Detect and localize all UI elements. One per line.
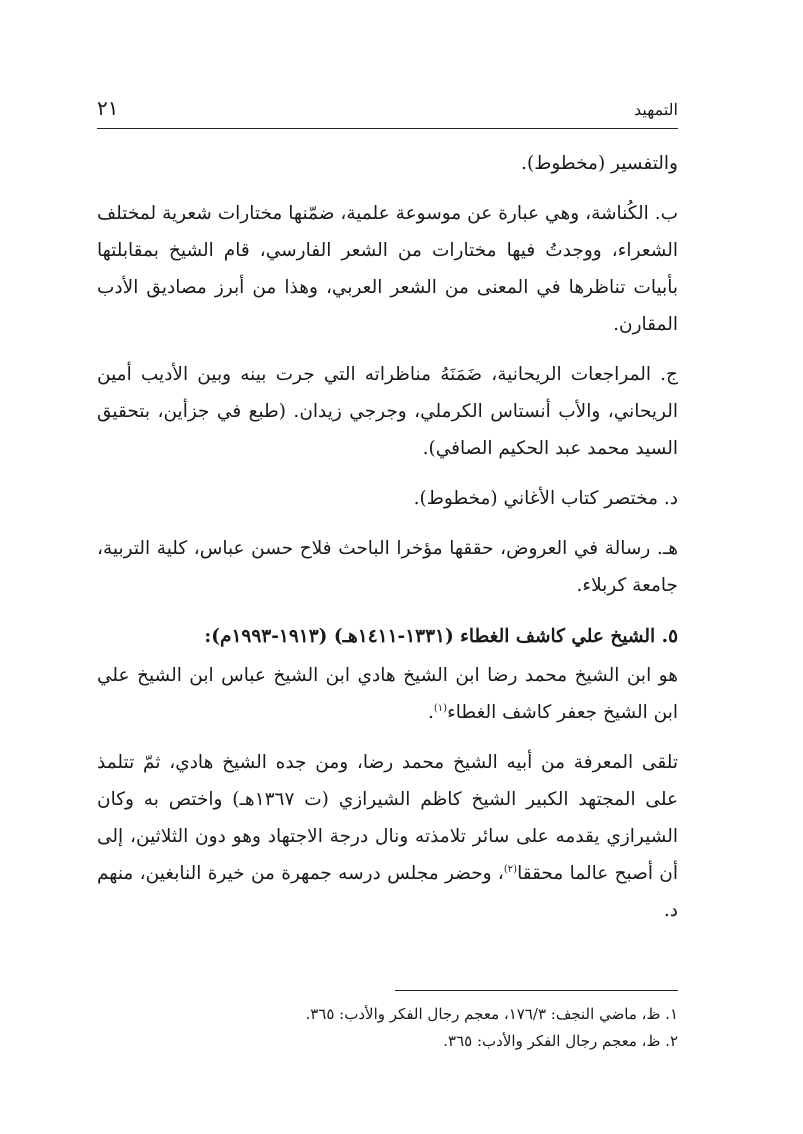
footnotes bbox=[97, 1001, 678, 1055]
running-title: التمهيد bbox=[634, 100, 678, 119]
paragraph bbox=[97, 744, 678, 929]
paragraph-text: ، وحضر مجلس درسه جمهرة من خيرة النابغين، منهم د. bbox=[97, 863, 678, 921]
paragraph: ب. الكُناشة، وهي عبارة عن موسوعة علمية، ضمّنها مختارات شعرية لمختلف الشعراء، ووجدتُ فيها مختارات من الشعر الفارسي، قام الشيخ بمقابلتها بأبيات تناظرها في المعنى من الشعر العربي، وهذا من أبرز مصاديق الأدب المقارن. bbox=[97, 203, 678, 335]
paragraph: والتفسير (مخطوط). bbox=[521, 153, 678, 174]
footnote-reference: (١) bbox=[433, 703, 448, 714]
header-rule bbox=[97, 128, 678, 129]
paragraph-text: . bbox=[427, 702, 434, 723]
paragraph-text: تلقى المعرفة من أبيه الشيخ محمد رضا، ومن جده الشيخ هادي، ثمّ تتلمذ على المجتهد الكبير الشيخ كاظم الشيرازي (ت ١٣٦٧هـ) واختص به وكان الشيرازي يقدمه على سائر تلامذته ونال درجة الاجتهاد وهو دون الثلاثين، إلى أن أصبح عالما محققا bbox=[97, 752, 679, 884]
footnote-separator bbox=[395, 990, 678, 991]
page-number: ٢١ bbox=[97, 96, 119, 120]
paragraph-text: هو ابن الشيخ محمد رضا ابن الشيخ هادي ابن الشيخ عباس ابن الشيخ علي ابن الشيخ جعفر كاشف الغطاء bbox=[97, 665, 678, 723]
footnote-reference: (٢) bbox=[503, 864, 518, 875]
main-text bbox=[97, 145, 678, 929]
paragraph: د. مختصر كتاب الأغاني (مخطوط). bbox=[413, 488, 678, 509]
paragraph: ج. المراجعات الريحانية، ضَمَنَهُ مناظراته التي جرت بينه وبين الأديب أمين الريحاني، والأب أنستاس الكرملي، وجرجي زيدان. (طبع في جزأين، بتحقيق السيد محمد عبد الحكيم الصافي). bbox=[97, 364, 678, 459]
paragraph: هـ. رسالة في العروض، حققها مؤخرا الباحث فلاح حسن عباس، كلية التربية، جامعة كربلاء. bbox=[97, 538, 678, 596]
footnote: ٢. ظ، معجم رجال الفكر والأدب: ٣٦٥. bbox=[443, 1032, 678, 1050]
section-heading: ٥. الشيخ علي كاشف الغطاء (١٣٣١-١٤١١هـ) (١٩١٣-١٩٩٣م): bbox=[204, 626, 678, 647]
paragraph bbox=[97, 657, 678, 731]
footnote: ١. ظ، ماضي النجف: ١٧٦/٣، معجم رجال الفكر والأدب: ٣٦٥. bbox=[305, 1005, 678, 1023]
page-header bbox=[97, 96, 678, 126]
